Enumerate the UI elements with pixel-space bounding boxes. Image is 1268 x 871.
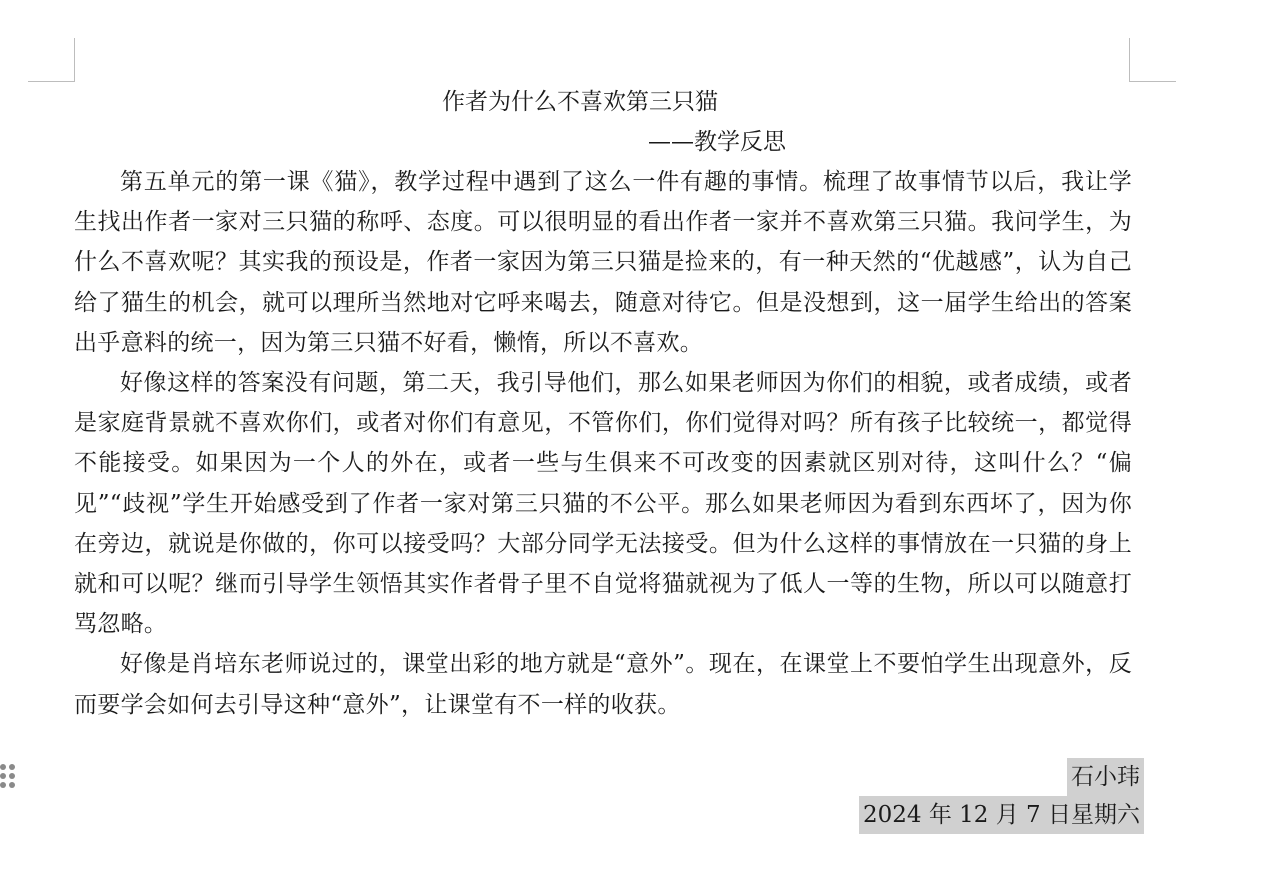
paragraph-2: 好像这样的答案没有问题，第二天，我引导他们，那么如果老师因为你们的相貌，或者成绩，或者是家庭背景就不喜欢你们，或者对你们有意见，不管你们，你们觉得对吗？所有孩子比较统一，都觉得不能接受。如果因为一个人的外在，或者一些与生俱来不可改变的因素就区别对待，这叫什么？“偏见”“歧视”学生开始感受到了作者一家对第三只猫的不公平。那么如果老师因为看到东西坏了，因为你在旁边，就说是你做的，你可以接受吗？大部分同学无法接受。但为什么这样的事情放在一只猫的身上就和可以呢？继而引导学生领悟其实作者骨子里不自觉将猫就视为了低人一等的生物，所以可以随意打骂忽略。 [74,370,1132,638]
author-name: 石小玮 [1067,758,1144,796]
paragraph-3: 好像是肖培东老师说过的，课堂出彩的地方就是“意外”。现在，在课堂上不要怕学生出现意外，反而要学会如何去引导这种“意外”，让课堂有不一样的收获。 [74,651,1132,718]
document-body[interactable] [74,82,1132,725]
paragraph-1: 第五单元的第一课《猫》，教学过程中遇到了这么一件有趣的事情。梳理了故事情节以后，我让学生找出作者一家对三只猫的称呼、态度。可以很明显的看出作者一家并不喜欢第三只猫。我问学生，为什么不喜欢呢？其实我的预设是，作者一家因为第三只猫是捡来的，有一种天然的“优越感”，认为自己给了猫生的机会，就可以理所当然地对它呼来喝去，随意对待它。但是没想到，这一届学生给出的答案出乎意料的统一，因为第三只猫不好看，懒惰，所以不喜欢。 [74,169,1132,356]
crop-mark-top-left [28,38,75,82]
document-title: 作者为什么不喜欢第三只猫 [442,89,718,115]
document-subtitle: ——教学反思 [648,129,786,155]
signature-block [859,758,1144,834]
crop-mark-top-right [1129,38,1176,82]
drag-handle-icon[interactable] [0,764,16,790]
document-date: 2024 年 12 月 7 日星期六 [859,796,1144,834]
